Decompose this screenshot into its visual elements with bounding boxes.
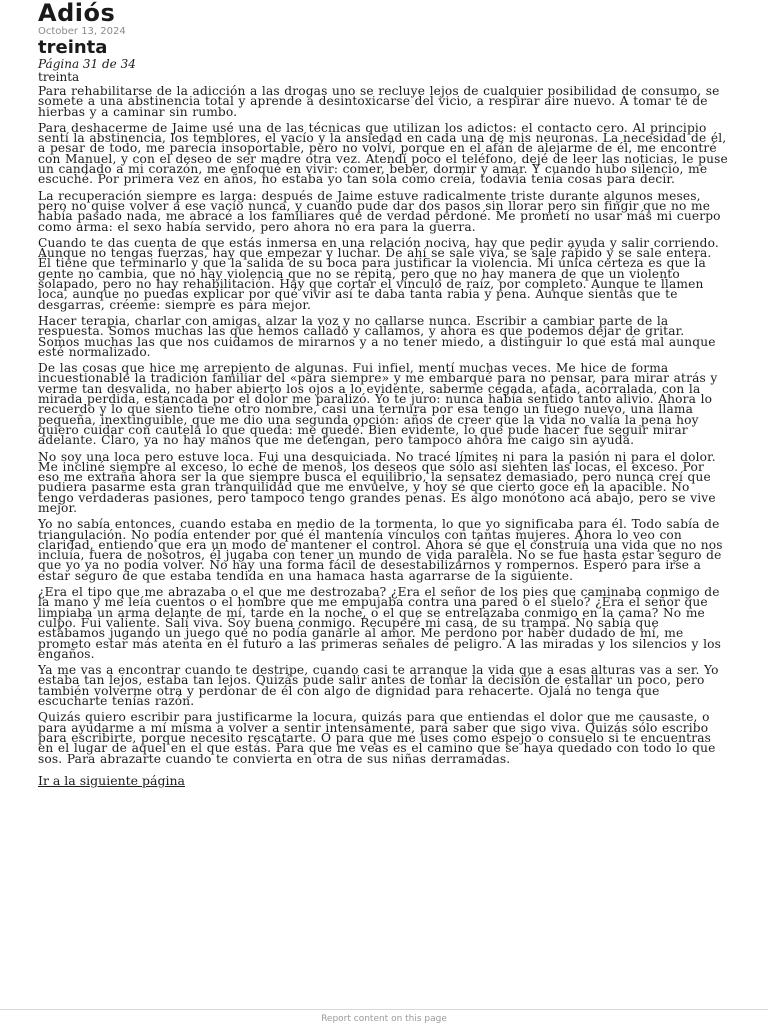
next-page-link[interactable]: Ir a la siguiente página <box>38 772 185 788</box>
paragraph: De las cosas que hice me arrepiento de algunas. Fui infiel, mentí muchas veces. Me hice de forma incuestionable la tradición familiar del «para siempre» y me embarqué para no pensar, para mirar atrás y verme tan desvalida, no haber abierto los ojos a lo evidente, saberme cegada, atada, acorralada, con la mirada perdida, estancada por el dolor me paralizó. Yo te juro: nunca había sentido tanto alivio. Ahora lo recuerdo y lo que siento tiene otro nombre, casi una ternura por esa tengo un fuego nuevo, una llama pequeña, inextinguible, que me dio una segunda opción: años de creer que la vida no valía la pena hoy quiero cuidar con cautela lo que queda: me quedé. Bien evidente, lo que pude hacer fue seguir mirar adelante. Claro, ya no hay manos que me detengan, pero tampoco ahora me caigo sin ayuda. <box>38 361 718 448</box>
paragraph: Yo no sabía entonces, cuando estaba en medio de la tormenta, lo que yo significaba para él. Todo sabía de triangulación. No podía entender por qué él mantenía vínculos con tantas mujeres. Ahora lo veo con claridad, entiendo que era un modo de mantener el control. Ahora sé que el construía una vida que no nos incluía, fuera de nosotros, él jugaba con tener un mundo de vida paralela. No se fue hasta estar seguro de que yo ya no podía volver. No hay una forma fácil de desestabilizarnos y rompernos. Esperó para irse a estar seguro de que estaba tendida en una hamaca hasta agarrarse de la siguiente. <box>38 517 723 583</box>
paragraph: Cuando te das cuenta de que estás inmersa en una relación nociva, hay que pedir ayuda y salir corriendo. Aunque no tengas fuerzas, hay que empezar y luchar. De ahí se sale viva, se sale rápido y se sale entera. Él tiene que terminarlo y que la salida de su boca para justificar la violencia. Mi única certeza es que la gente no cambia, que no hay violencia que no se repita, pero que no hay manera de que un violento solapado, pero no hay rehabilitación. Hay que cortar el vínculo de raíz, por completo. Aunque te llamen loca, aunque no puedas explicar por qué vivir así te daba tanta rabia y pena. Aunque sientas que te desgarras, créeme: siempre es para mejor. <box>38 235 719 312</box>
chapter-title: treinta <box>38 37 108 58</box>
paragraph: Quizás quiero escribir para justificarme la locura, quizás para que entiendas el dolor que me causaste, o para ayudarme a mí misma a volver a sentir intensamente, para saber que sigo viva. Quizás sólo escribo para escribirte, porque necesito rescatarte. O para que me uses como espejo o consuelo si te encuentras en el lugar de aquel en el que estás. Para que me veas es el camino que se haya quedado con todo lo que sos. Para abrazarte cuando te convierta en otra de sus niñas derramadas. <box>38 710 716 766</box>
footer-divider <box>0 1009 768 1010</box>
paragraph: No soy una loca pero estuve loca. Fui una desquiciada. No tracé límites ni para la pasión ni para el dolor. Me incliné siempre al exceso, lo eché de menos, los deseos que sólo así sienten las locas, el exceso. Por eso me extraña ahora ser la que siempre busca el equilibrio, la sensatez demasiado, pero nunca creí que pudiera pasarme esta gran tranquilidad que me envuelve, y hoy sé que cierto goce en la apacible. No tengo verdaderas pasiones, pero tampoco tengo grandes penas. Es algo monótono acá abajo, pero se vive mejor. <box>38 449 716 515</box>
paragraph: Para rehabilitarse de la adicción a las drogas uno se recluye lejos de cualquier posibilidad de consumo, se somete a una abstinencia total y aprende a desintoxicarse del vicio, a respirar aire nuevo. A tomar té de hierbas y a caminar sin rumbo. <box>38 84 720 119</box>
chapter-subtitle: treinta <box>38 70 80 84</box>
story-page <box>38 0 728 789</box>
story-title[interactable]: Adiós <box>38 0 116 27</box>
paragraph: Hacer terapia, charlar con amigas, alzar la voz y no callarse nunca. Escribir a cambiar parte de la respuesta. Somos muchas las que hemos callado y callamos, y ahora es que podemos dejar de gritar. Somos muchas las que nos cuidamos de mirarnos y a no tener miedo, a distinguir lo que está mal aunque esté normalizado. <box>38 313 716 359</box>
paragraph: Para deshacerme de Jaime usé una de las técnicas que utilizan los adictos: el contacto cero. Al principio sentí la abstinencia, los temblores, el vacío y la ansiedad en cada una de mis neuronas. La necesidad de él, a pesar de todo, me parecía insoportable, pero no volví, porque en el afán de alejarme de él, me encontré con Manuel, y con el deseo de ser madre otra vez. Atendí poco el teléfono, dejé de leer las noticias, le puse un candado a mi corazón, me enfoqué en vivir: comer, beber, dormir y amar. Y cuando hubo silencio, me escuché. Por primera vez en años, no estaba yo tan sola como creía, todavía tenía cosas para decir. <box>38 120 728 187</box>
report-content-link[interactable]: Report content on this page <box>321 1014 447 1024</box>
page-indicator: Página 31 de 34 <box>38 57 136 71</box>
paragraph: La recuperación siempre es larga: después de Jaime estuve radicalmente triste durante algunos meses, pero no quise volver a ese vacío nunca, y cuando pude dar dos pasos sin llorar pero sin fingir que no me había pasado nada, me abracé a los familiares que de verdad perdoné. Me prometí no usar más mi cuerpo como arma: el sexo había servido, pero ahora no era para la guerra. <box>38 188 721 234</box>
paragraph: Ya me vas a encontrar cuando te destripe, cuando casi te arranque la vida que a esas alturas vas a ser. Yo estaba tan lejos, estaba tan lejos. Quizás pude salir antes de tomar la decisión de estallar un poco, pero también volverme otra y perdonar de él con algo de dignidad para rehacerte. Ojalá no tenga que escucharte tenías razón. <box>38 663 719 709</box>
paragraph: ¿Era el tipo que me abrazaba o el que me destrozaba? ¿Era el señor de los pies que caminaba conmigo de la mano y me leía cuentos o el hombre que me empujaba contra una pared o el suelo? ¿Era el señor que limpiaba un arma delante de mí, tarde en la noche, o el que se entrelazaba conmigo en la cama? No me culpo. Fui valiente. Salí viva. Soy buena conmigo. Recuperé mi casa, de su trampa. No sabía que estábamos jugando un juego que no podía ganarle al amor. Me perdono por haber dudado de mí, me prometo estar más atenta en el futuro a las primeras señales de peligro. A las miradas y los silencios y los engaños. <box>38 585 722 661</box>
chapter-body <box>38 86 728 764</box>
post-date: October 13, 2024 <box>38 26 126 37</box>
